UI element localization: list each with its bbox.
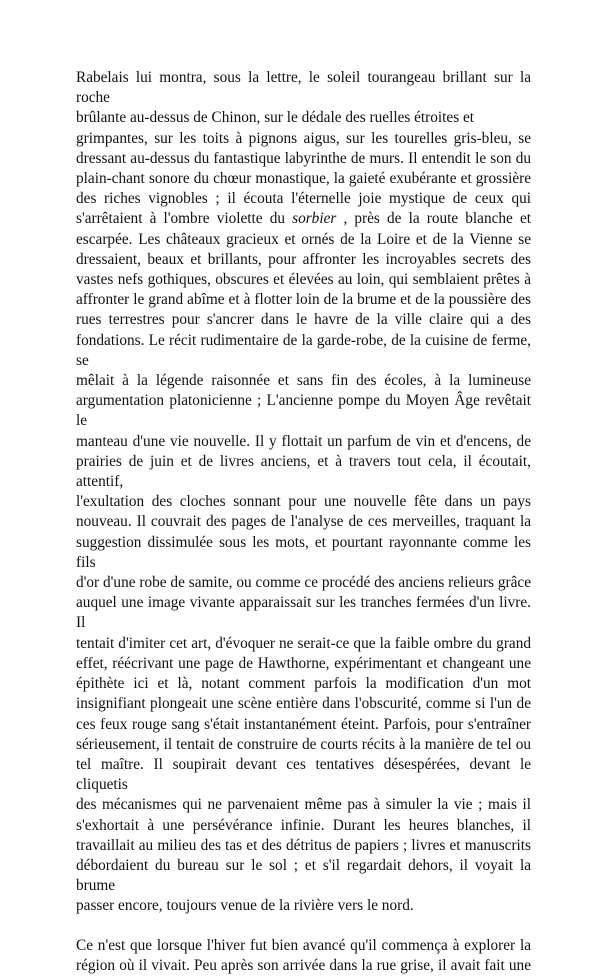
text-line: dressant au-dessus du fantastique labyrinthe de murs. Il entendit le son du bbox=[76, 149, 531, 167]
text-line: l'exultation des cloches sonnant pour une nouvelle fête dans un pays bbox=[76, 493, 531, 511]
text-segment: s'arrêtaient à l'ombre violette du bbox=[76, 210, 293, 228]
text-line: auquel une image vivante apparaissait sur les tranches fermées d'un livre. Il bbox=[76, 594, 531, 632]
text-line: des riches vignobles ; il écouta l'éternelle joie mystique de ceux qui bbox=[76, 190, 531, 208]
text-line: passer encore, toujours venue de la rivière vers le nord. bbox=[76, 897, 414, 915]
text-line: ces feux rouge sang s'était instantanément éteint. Parfois, pour s'entraîner bbox=[76, 715, 531, 733]
text-line: dressaient, beaux et brillants, pour affronter les incroyables secrets des bbox=[76, 250, 531, 268]
text-line: tel maître. Il soupirait devant ces tentatives désespérées, devant le cliquetis bbox=[76, 755, 531, 794]
text-line: épithète ici et là, notant comment parfois la modification d'un mot bbox=[76, 675, 531, 693]
body-paragraph bbox=[76, 68, 531, 917]
text-line: nouveau. Il couvrait des pages de l'analyse de ces merveilles, traquant la bbox=[76, 513, 531, 531]
text-line: prairies de juin et de livres anciens, et à travers tout cela, il écoutait, attentif, bbox=[76, 452, 531, 491]
text-line: vastes nefs gothiques, obscures et élevées au loin, qui semblaient prêtes à bbox=[76, 271, 531, 289]
text-line: rues terrestres pour s'ancrer dans le havre de la ville claire qui a des bbox=[76, 311, 531, 329]
text-line: mêlait à la légende raisonnée et sans fin des écoles, à la lumineuse bbox=[76, 372, 531, 390]
text-line: effet, réécrivant une page de Hawthorne, expérimentant et changeant une bbox=[76, 654, 531, 672]
text-line: escarpée. Les châteaux gracieux et ornés de la Loire et de la Vienne se bbox=[76, 230, 531, 248]
italic-word: sorbier bbox=[292, 210, 337, 228]
document-page bbox=[76, 68, 531, 976]
text-line: Ce n'est que lorsque l'hiver fut bien avancé qu'il commença à explorer la bbox=[76, 936, 531, 954]
text-line: tentait d'imiter cet art, d'évoquer ne serait-ce que la faible ombre du grand bbox=[76, 634, 531, 652]
text-line: manteau d'une vie nouvelle. Il y flottait un parfum de vin et d'encens, de bbox=[76, 432, 531, 450]
text-line: grimpantes, sur les toits à pignons aigus, sur les tourelles gris-bleu, se bbox=[76, 129, 531, 147]
text-line: travaillait au milieu des tas et des détritus de papiers ; livres et manuscrits bbox=[76, 836, 531, 854]
text-line: sérieusement, il tentait de construire de courts récits à la manière de tel ou bbox=[76, 735, 531, 753]
text-line: région où il vivait. Peu après son arrivée dans la rue grise, il avait fait une bbox=[76, 956, 531, 974]
text-line: s'exhortait à une persévérance infinie. Durant les heures blanches, il bbox=[76, 816, 531, 834]
text-line: Rabelais lui montra, sous la lettre, le soleil tourangeau brillant sur la roche bbox=[76, 69, 531, 107]
text-segment: , près de la route blanche et bbox=[336, 210, 532, 228]
text-line: fondations. Le récit rudimentaire de la garde-robe, de la cuisine de ferme, se bbox=[76, 331, 531, 369]
text-line: suggestion dissimulée sous les mots, et pourtant rayonnante comme les fils bbox=[76, 533, 531, 571]
text-line: débordaient du bureau sur le sol ; et s'il regardait dehors, il voyait la brume bbox=[76, 856, 531, 895]
text-line bbox=[76, 209, 531, 229]
text-line: affronter le grand abîme et à flotter loin de la brume et de la poussière des bbox=[76, 291, 531, 309]
text-line: argumentation platonicienne ; L'ancienne pompe du Moyen Âge revêtait le bbox=[76, 392, 531, 430]
text-line: plain-chant sonore du chœur monastique, la gaieté exubérante et grossière bbox=[76, 170, 531, 188]
text-line: d'or d'une robe de samite, ou comme ce procédé des anciens relieurs grâce bbox=[76, 574, 531, 592]
text-line: des mécanismes qui ne parvenaient même pas à simuler la vie ; mais il bbox=[76, 796, 531, 814]
text-line: insignifiant plongeait une scène entière dans l'obscurité, comme si l'un de bbox=[76, 695, 531, 713]
text-line: brûlante au-dessus de Chinon, sur le dédale des ruelles étroites et bbox=[76, 109, 475, 127]
body-paragraph bbox=[76, 936, 531, 976]
